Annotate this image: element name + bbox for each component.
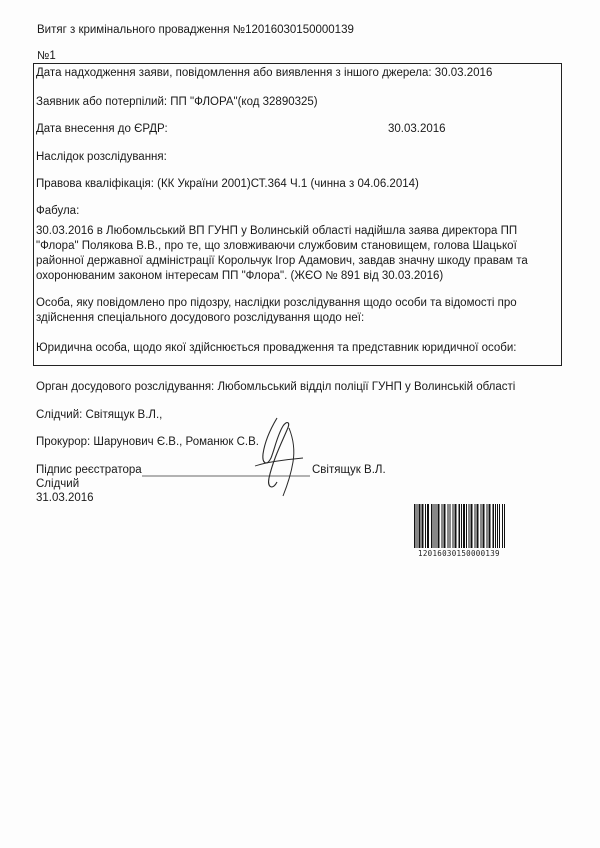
barcode-number: 12016030150000139	[418, 549, 500, 558]
prosecutor-line: Прокурор: Шарунович Є.В., Романюк С.В.	[36, 436, 259, 448]
erdr-label: Дата внесення до ЄРДР:	[36, 123, 168, 135]
legal-qualification: Правова кваліфікація: (КК України 2001)СТ.364 Ч.1 (чинна з 04.06.2014)	[36, 178, 419, 190]
fabula-text: 30.03.2016 в Любомльський ВП ГУНП у Волинській області надійшла заява директора ПП "Флора" Полякова В.В., про те, що зловживаючи службовим становищем, голова Шацької районної державної адміністрації Корольчук Ігор Адамович, завдав значну шкоду правам та охоронюваним законом інтересам ПП "Флора". (ЖЄО № 891 від 30.03.2016)	[36, 225, 528, 282]
handwritten-signature	[243, 408, 313, 500]
erdr-date: 30.03.2016	[388, 123, 446, 135]
registrar-label: Підпис реєстратора	[36, 464, 142, 476]
applicant-line: Заявник або потерпілий: ПП "ФЛОРА"(код 32890325)	[36, 96, 318, 108]
record-number: №1	[37, 50, 56, 62]
investigation-authority: Орган досудового розслідування: Любомльський відділ поліції ГУНП у Волинській області	[36, 381, 516, 393]
investigation-result: Наслідок розслідування:	[36, 151, 167, 163]
barcode	[412, 504, 562, 558]
received-date-line: Дата надходження заяви, повідомлення або виявлення з іншого джерела: 30.03.2016	[36, 67, 493, 79]
legal-entity-line: Юридична особа, щодо якої здійснюється провадження та представник юридичної особи:	[36, 342, 517, 354]
barcode-bars	[412, 504, 562, 548]
document-date: 31.03.2016	[36, 492, 94, 504]
registrar-role: Слідчий	[36, 478, 80, 490]
registrar-name: Світящук В.Л.	[312, 464, 386, 476]
document-title: Витяг з кримінального провадження №12016030150000139	[37, 24, 354, 36]
investigator-line: Слідчий: Світящук В.Л.,	[36, 409, 163, 421]
fabula-label: Фабула:	[36, 205, 80, 217]
suspect-info: Особа, яку повідомлено про підозру, наслідки розслідування щодо особи та відомості про здійснення спеціального досудового розслідування щодо неї:	[36, 297, 517, 324]
